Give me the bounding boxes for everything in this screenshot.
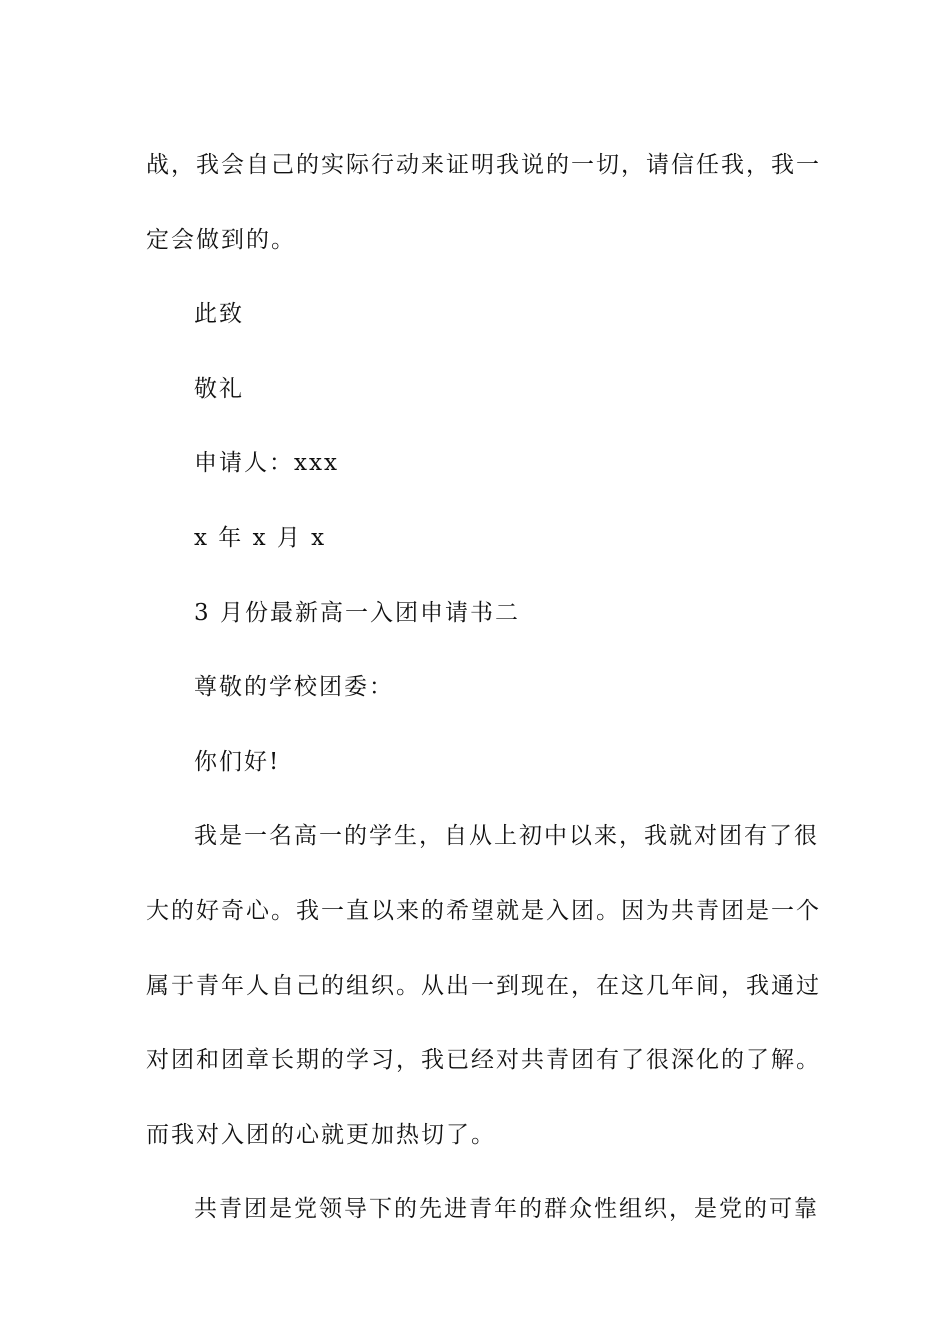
text-line: 战，我会自己的实际行动来证明我说的一切，请信任我，我一 [146,152,821,178]
salutation-regards: 敬礼 [194,375,244,402]
text-line: 而我对入团的心就更加热切了。 [146,1121,496,1148]
text-line: 定会做到的。 [146,226,296,253]
text-line: 对团和团章长期的学习，我已经对共青团有了很深化的了解。 [146,1047,821,1074]
text-line: 共青团是党领导下的先进青年的群众性组织，是党的可靠 [194,1196,819,1223]
applicant-name: 申请人：xxx [194,450,339,477]
document-body [146,128,821,1247]
salutation-closing: 此致 [194,301,244,328]
section-title: 3 月份最新高一入团申请书二 [194,599,520,626]
recipient-line: 尊敬的学校团委： [194,674,394,701]
text-line: 属于青年人自己的组织。从出一到现在，在这几年间，我通过 [146,972,821,999]
text-line: 大的好奇心。我一直以来的希望就是入团。因为共青团是一个 [146,897,821,924]
date-line: x 年 x 月 x [194,524,327,551]
greeting-line: 你们好! [194,748,281,775]
text-line: 我是一名高一的学生，自从上初中以来，我就对团有了很 [194,823,819,850]
